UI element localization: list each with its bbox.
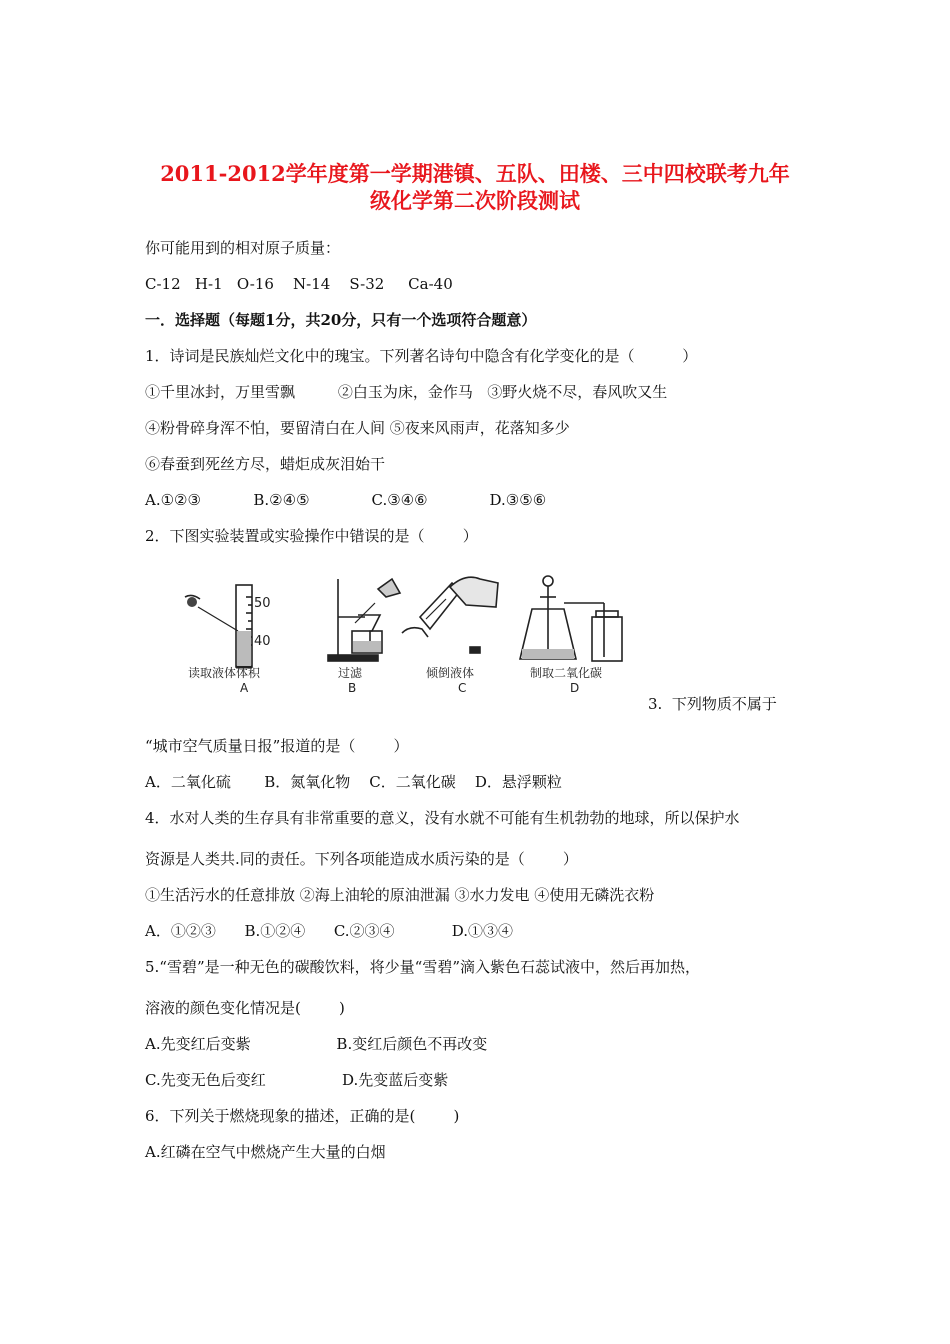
scale-label-50: 50 — [254, 596, 271, 611]
caption-d: 制取二氧化碳 — [530, 666, 603, 680]
scale-label-40: 40 — [254, 634, 271, 649]
q1-choices: A.①②③ B.②④⑤ C.③④⑥ D.③⑤⑥ — [145, 491, 547, 509]
q2-apparatus-figure — [180, 567, 640, 697]
apparatus-b-filtration — [328, 579, 400, 661]
q1-stem: 1．诗词是民族灿烂文化中的瑰宝。下列著名诗句中隐含有化学变化的是（ ） — [145, 347, 698, 365]
section-heading: 一．选择题（每题1分，共20分，只有一个选项符合题意） — [145, 311, 537, 329]
q5-stem-line2: 溶液的颜色变化情况是( ) — [145, 999, 345, 1017]
q2-stem: 2．下图实验装置或实验操作中错误的是（ ） — [145, 527, 478, 545]
page-title-line2: 级化学第二次阶段测试 — [370, 188, 580, 213]
apparatus-a-graduated-cylinder — [185, 585, 271, 667]
q5-choices-line1: A.先变红后变紫 B.变红后颜色不再改变 — [145, 1035, 488, 1053]
q3-choices: A．二氧化硫 B．氮氧化物 C．二氧化碳 D．悬浮颗粒 — [145, 773, 562, 791]
q4-stem-line1: 4．水对人类的生存具有非常重要的意义，没有水就不可能有生机勃勃的地球，所以保护水 — [145, 809, 740, 827]
q3-stem-part2: “城市空气质量日报”报道的是（ ） — [145, 737, 409, 755]
q5-stem-line1: 5.“雪碧”是一种无色的碳酸饮料，将少量“雪碧”滴入紫色石蕊试液中，然后再加热， — [145, 958, 700, 976]
caption-a: 读取液体体积 — [188, 666, 261, 680]
q1-options-line3: ⑥春蚕到死丝方尽，蜡炬成灰泪始干 — [145, 455, 386, 473]
page-title-line1: 2011-2012学年度第一学期港镇、五队、田楼、三中四校联考九年 — [160, 161, 790, 186]
q4-stem-line2: 资源是人类共.同的责任。下列各项能造成水质污染的是（ ） — [145, 850, 578, 868]
apparatus-c-pouring — [402, 577, 498, 653]
caption-b: 过滤 — [338, 666, 363, 680]
q4-options: ①生活污水的任意排放 ②海上油轮的原油泄漏 ③水力发电 ④使用无磷洗衣粉 — [145, 886, 655, 904]
q6-choice-a: A.红磷在空气中燃烧产生大量的白烟 — [145, 1143, 386, 1161]
letter-d: D — [570, 681, 580, 695]
q6-stem: 6．下列关于燃烧现象的描述，正确的是( ) — [145, 1107, 460, 1125]
letter-c: C — [458, 681, 467, 695]
q1-options-line2: ④粉骨碎身浑不怕，要留清白在人间 ⑤夜来风雨声，花落知多少 — [145, 419, 570, 437]
letter-a: A — [240, 681, 249, 695]
caption-c: 倾倒液体 — [426, 666, 475, 680]
atomic-masses: C-12 H-1 O-16 N-14 S-32 Ca-40 — [145, 275, 453, 293]
letter-b: B — [348, 681, 357, 695]
q1-options-line1: ①千里冰封，万里雪飘 ②白玉为床，金作马 ③野火烧不尽，春风吹又生 — [145, 383, 668, 401]
q4-choices: A．①②③ B.①②④ C.②③④ D.①③④ — [145, 922, 514, 940]
intro-label: 你可能用到的相对原子质量： — [145, 239, 341, 257]
q3-stem-part1: 3. 下列物质不属于 — [648, 695, 777, 713]
apparatus-d-co2-generator — [520, 576, 622, 661]
q5-choices-line2: C.先变无色后变红 D.先变蓝后变紫 — [145, 1071, 449, 1089]
